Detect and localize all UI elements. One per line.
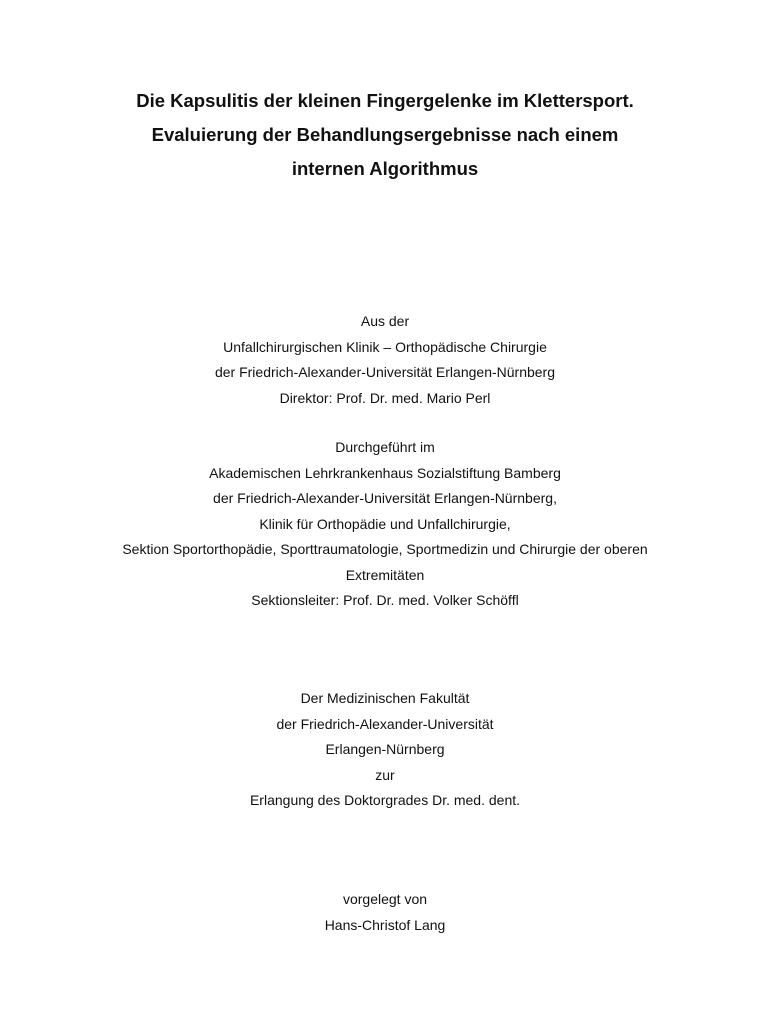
thesis-title-line-1: Die Kapsulitis der kleinen Fingergelenke im Klettersport. — [136, 90, 634, 111]
conducted-section-line-1: Sektion Sportorthopädie, Sporttraumatologie, Sportmedizin und Chirurgie der oberen — [122, 541, 648, 557]
thesis-title-line-2: Evaluierung der Behandlungsergebnisse nach einem — [151, 124, 619, 145]
thesis-title-line-3: internen Algorithmus — [291, 158, 479, 179]
faculty-line-2: der Friedrich-Alexander-Universität — [276, 715, 494, 732]
institution-clinic: Unfallchirurgischen Klinik – Orthopädische Chirurgie — [223, 338, 547, 355]
author-intro: vorgelegt von — [342, 891, 428, 907]
conducted-block — [0, 435, 770, 614]
institution-block — [0, 309, 770, 411]
conducted-section-head: Sektionsleiter: Prof. Dr. med. Volker Schöffl — [251, 592, 519, 608]
conducted-hospital: Akademischen Lehrkrankenhaus Sozialstiftung Bamberg — [209, 464, 561, 481]
institution-director: Direktor: Prof. Dr. med. Mario Perl — [279, 389, 491, 406]
institution-intro: Aus der — [360, 313, 410, 329]
faculty-line-1: Der Medizinischen Fakultät — [300, 690, 470, 706]
conducted-clinic: Klinik für Orthopädie und Unfallchirurgie, — [259, 515, 511, 532]
faculty-line-5: Erlangung des Doktorgrades Dr. med. dent. — [249, 792, 521, 808]
thesis-title — [0, 84, 770, 186]
conducted-intro: Durchgeführt im — [335, 439, 435, 455]
conducted-university: der Friedrich-Alexander-Universität Erlangen-Nürnberg, — [213, 490, 557, 506]
faculty-block — [0, 686, 770, 814]
author-name: Hans-Christof Lang — [324, 916, 446, 933]
institution-university: der Friedrich-Alexander-Universität Erlangen-Nürnberg — [214, 364, 556, 380]
author-block — [0, 887, 770, 938]
faculty-line-4: zur — [375, 766, 395, 783]
conducted-section-line-2: Extremitäten — [345, 566, 425, 583]
faculty-line-3: Erlangen-Nürnberg — [325, 741, 445, 757]
